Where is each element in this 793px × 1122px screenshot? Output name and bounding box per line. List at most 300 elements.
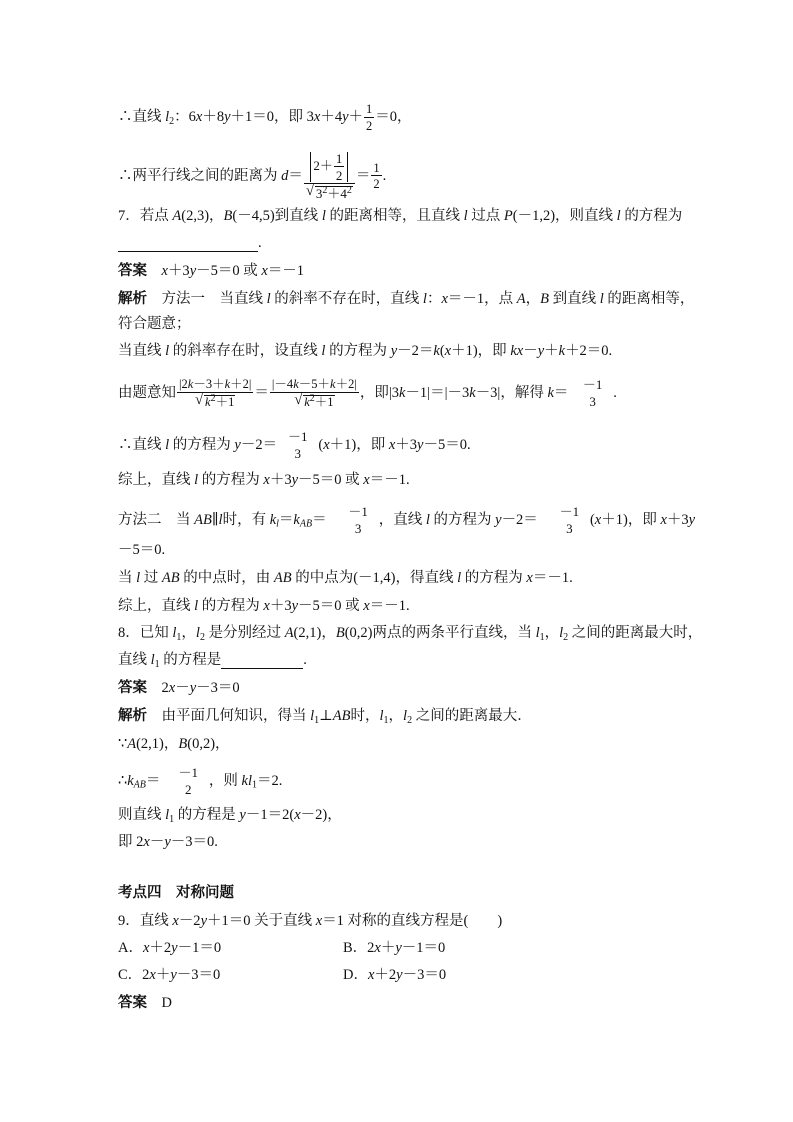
analysis-7-line-7 [118, 505, 695, 535]
text-fragment: 的方程为 [198, 472, 264, 488]
analysis-8-line-5 [118, 833, 218, 851]
text-fragment: 的中点为(－1,4)，得直线 [291, 570, 458, 586]
text-fragment: 8．已知 [118, 625, 173, 641]
text-fragment: ∵ [118, 736, 128, 752]
math-var: kl [241, 773, 252, 789]
option-c [118, 966, 220, 984]
math-var: y [200, 913, 207, 929]
math-var: k [469, 385, 476, 401]
text-fragment: －3＋ [193, 377, 225, 391]
math-var: y [395, 940, 402, 956]
text-fragment: ＝ [553, 385, 569, 401]
math-var: x [516, 343, 524, 359]
option-a [118, 939, 221, 957]
text-fragment: 考点四 对称问题 [118, 885, 234, 901]
fraction [270, 378, 359, 408]
text-fragment [305, 183, 353, 201]
text-fragment: 2 [366, 118, 373, 133]
text-fragment: 的斜率不存在时，直线 [270, 291, 423, 307]
text-fragment: 2 [407, 715, 413, 726]
text-fragment: 3 [315, 186, 323, 201]
math-var: y [234, 437, 241, 453]
text-fragment: C．2 [118, 967, 150, 983]
text-fragment: 3 [589, 394, 596, 409]
math-var: x [526, 570, 533, 586]
math-var: x [363, 598, 370, 614]
math-var: y [390, 343, 398, 359]
math-var: x [315, 913, 323, 929]
text-fragment: |－4 [271, 377, 294, 391]
math-var: l [321, 208, 326, 224]
text-fragment: 的斜率存在时，设直线 [169, 343, 322, 359]
text: ＝ [288, 168, 303, 184]
math-var: l [136, 570, 141, 586]
text-fragment: ＋3 [269, 472, 292, 488]
text-fragment [294, 391, 334, 409]
answer-label: 答案 [118, 680, 147, 696]
section-heading-4 [118, 884, 234, 902]
math-var: k [269, 512, 277, 528]
math-var: l [266, 291, 271, 307]
text-fragment: －3＝0. [170, 834, 218, 850]
fraction [583, 378, 603, 408]
text-fragment: －1＝0 [177, 940, 222, 956]
text-fragment [270, 378, 359, 392]
text-fragment: 过点 [467, 208, 504, 224]
fraction [179, 766, 199, 796]
question-7-blank [118, 234, 262, 252]
text-fragment: (2,1)， [136, 736, 179, 752]
answer-label: 答案 [118, 263, 147, 279]
text-fragment: ＝－1. [532, 570, 573, 586]
fraction [371, 162, 381, 191]
text-fragment: B．2 [343, 940, 375, 956]
analysis-7-line-9 [118, 569, 573, 587]
math-var: AB [299, 518, 313, 530]
analysis-8-line-1 [118, 707, 532, 725]
math-var: y [396, 967, 403, 983]
analysis-label: 解析 [118, 291, 147, 307]
text-fragment: (－4,5)到直线 [232, 208, 322, 224]
text-fragment: － [175, 680, 190, 696]
var: y [342, 108, 349, 125]
math-var: y [417, 437, 424, 453]
math-var: A [172, 208, 182, 224]
question-8 [118, 624, 702, 642]
text-fragment: －5＝0 或 [298, 472, 364, 488]
text-fragment [204, 392, 235, 409]
math-var: k [127, 773, 134, 789]
text-fragment: －2)， [300, 807, 342, 823]
text-fragment: 1 [539, 632, 545, 643]
text-fragment: √ [195, 391, 204, 408]
fraction [348, 505, 368, 535]
text-fragment: －2＝ [501, 512, 538, 528]
text-fragment: D． [343, 967, 368, 983]
text-fragment: －3＝0 [402, 967, 447, 983]
math-var: A [127, 736, 137, 752]
fraction [177, 378, 253, 408]
option-b [343, 939, 445, 957]
math-var: x [594, 512, 602, 528]
math-var: P [503, 208, 513, 224]
text-fragment: ， [544, 625, 560, 641]
math-var: y [239, 807, 246, 823]
text-fragment: ＋3 [395, 437, 418, 453]
math-var: x [149, 967, 156, 983]
text-fragment [288, 430, 308, 443]
math-var: x [168, 680, 176, 696]
math-var: AB [133, 779, 146, 791]
math-var: x [142, 940, 150, 956]
analysis-7-line-5 [118, 430, 471, 460]
math-var: y [291, 598, 299, 614]
math-var: l [165, 807, 170, 823]
math-var: l [165, 343, 170, 359]
text-fragment: 2 [335, 168, 343, 183]
text-fragment: (0,2)， [187, 736, 230, 752]
text-fragment: 的距离相等，且直线 [325, 208, 464, 224]
text-fragment: －3＝0 [176, 967, 221, 983]
text-fragment: －1|＝|－3 [405, 385, 470, 401]
math-var: B [335, 625, 345, 641]
text: ＋4 [320, 108, 343, 125]
math-var: x [161, 263, 168, 279]
text-fragment: (2,3)， [181, 208, 224, 224]
math-var: B [178, 736, 188, 752]
text-fragment: ( [318, 437, 324, 453]
text-fragment: ＋2＝0. [565, 343, 613, 359]
math-var: x [660, 512, 667, 528]
text-fragment: 的方程为 [198, 598, 264, 614]
math-var: y [170, 967, 177, 983]
text-fragment: 1 [191, 765, 199, 780]
text-fragment [134, 779, 146, 790]
analysis-8-line-4 [118, 806, 342, 824]
text-fragment: 之间的距离最大时， [568, 625, 703, 641]
text-fragment: ＋2| [230, 377, 252, 391]
text-fragment: 2 [373, 177, 380, 191]
math-var: k [293, 377, 299, 391]
text-fragment: 则直线 [118, 807, 166, 823]
text-line-1 [118, 103, 412, 132]
text-fragment: 过 [140, 570, 162, 586]
math-var: AB [332, 708, 351, 724]
text-fragment: ＝2. [257, 773, 283, 789]
text-fragment [270, 392, 359, 409]
math-var: x [374, 940, 381, 956]
math-var: x [367, 967, 375, 983]
text-fragment: 的方程是 [174, 807, 240, 823]
text-fragment: ，即|3 [359, 385, 399, 401]
math-var: x [261, 263, 268, 279]
text: ∴直线 [118, 108, 166, 125]
text-fragment: 1 [366, 102, 373, 116]
math-var: k [330, 377, 336, 391]
text-fragment: － [582, 377, 596, 392]
text: ＝0， [375, 108, 412, 125]
text-fragment: ， [181, 625, 196, 641]
text-fragment: －2＝ [397, 343, 434, 359]
math-var: l [172, 625, 177, 641]
text-fragment: ＋2| [335, 377, 357, 391]
text-fragment: ∴ [118, 773, 128, 789]
text: ：6 [174, 108, 196, 125]
text-fragment: ： [426, 291, 442, 307]
text-fragment: － [287, 429, 301, 444]
text-fragment: ， [388, 708, 404, 724]
math-var: x [294, 807, 301, 823]
text-fragment: 综上，直线 [118, 472, 195, 488]
text: . [382, 168, 387, 184]
text-fragment [583, 378, 603, 391]
text-fragment: 3 [354, 521, 362, 536]
math-var: k [510, 343, 517, 359]
text-fragment: √ [305, 183, 315, 199]
analysis-7-line-10 [118, 597, 410, 615]
answer-blank [221, 654, 303, 669]
text-fragment [304, 183, 355, 200]
answer-7 [118, 262, 304, 280]
math-var: l [463, 208, 468, 224]
text-fragment: － [523, 343, 538, 359]
text-fragment: ＝－1 [267, 263, 305, 279]
math-var: A [284, 625, 294, 641]
text-fragment: ∥ [211, 512, 219, 528]
fraction [560, 505, 580, 535]
text-fragment: 的方程为 [325, 343, 391, 359]
math-var: y [537, 343, 545, 359]
text-fragment: ＋1 [215, 394, 235, 409]
math-var: x [172, 913, 179, 929]
text-fragment: . [258, 235, 262, 251]
math-var: l [150, 652, 155, 668]
text-fragment: 的中点时，由 [179, 570, 274, 586]
text-fragment: A． [118, 940, 143, 956]
text-fragment: D [161, 995, 172, 1011]
analysis-8-line-2 [118, 735, 230, 753]
text-fragment: 9．直线 [118, 913, 173, 929]
analysis-8-line-3 [118, 766, 282, 796]
text-fragment: 由题意知 [118, 385, 176, 401]
text-fragment: ＋1 [314, 394, 334, 409]
text-fragment: ＋2 [374, 967, 397, 983]
text-fragment: ＋1)，即 [329, 437, 389, 453]
text-fragment: －1＝0 [401, 940, 446, 956]
answer-label: 答案 [118, 995, 147, 1011]
text-fragment: 1 [252, 779, 257, 791]
math-var: x [441, 291, 448, 307]
text-fragment: ＋3 [167, 263, 190, 279]
text-fragment: 2 [185, 782, 192, 797]
math-var: l [379, 708, 384, 724]
var: d [281, 168, 289, 184]
var: y [224, 108, 231, 125]
math-var: l [403, 708, 408, 724]
text-fragment: ＝ [254, 385, 269, 401]
text: ＝ [355, 168, 371, 184]
math-var: x [263, 598, 270, 614]
fraction [288, 430, 308, 460]
text-fragment: √ [294, 391, 303, 408]
math-var: AB [161, 570, 180, 586]
text-fragment: ＋ [544, 343, 559, 359]
sub: 2 [169, 115, 175, 127]
text-fragment: 1 [335, 151, 343, 166]
text-fragment: 直线 [118, 652, 151, 668]
distance-fraction [304, 152, 355, 200]
analysis-7-line-8 [118, 541, 165, 559]
text-fragment [300, 518, 312, 529]
text-fragment [195, 391, 235, 409]
math-var: l [425, 512, 430, 528]
text-fragment: ∴直线 [118, 437, 166, 453]
var: l [165, 108, 170, 125]
text-fragment: ＝ [278, 512, 294, 528]
text-fragment: 2 [322, 185, 328, 196]
text-fragment: . [613, 385, 617, 401]
text-fragment: ( [439, 343, 445, 359]
text-fragment: 方法二 当 [118, 512, 195, 528]
math-var: l [457, 570, 462, 586]
text-fragment: ＋2 [149, 940, 172, 956]
math-var: x [363, 472, 370, 488]
math-var: y [189, 680, 197, 696]
math-var: l [559, 625, 564, 641]
text-fragment: ，则 [208, 773, 242, 789]
text-fragment [348, 505, 368, 518]
text-fragment [304, 152, 355, 183]
text-fragment [560, 505, 580, 518]
text-fragment: ＝1 对称的直线方程是( ) [322, 913, 503, 929]
text-fragment: |2 [179, 377, 188, 391]
answer-8 [118, 679, 240, 697]
question-9 [118, 912, 502, 930]
text-fragment: 的方程为 [620, 208, 683, 224]
text-fragment: ＋3 [269, 598, 292, 614]
text-fragment: 综上，直线 [118, 598, 195, 614]
text-fragment: 的方程是 [159, 652, 222, 668]
math-var: y [189, 263, 197, 279]
text-fragment: 1 [361, 504, 368, 519]
text-fragment: (－1,2)，则直线 [512, 208, 617, 224]
math-var: l [218, 512, 223, 528]
math-var: l [321, 343, 326, 359]
text-fragment: －2 [178, 913, 201, 929]
text-fragment: －5＋ [298, 377, 331, 391]
text-fragment: 到直线 [548, 291, 600, 307]
text-fragment: 2 [563, 632, 569, 643]
analysis-7-line-6 [118, 471, 410, 489]
text-fragment: 2 [210, 392, 216, 404]
text-fragment: ＋ [380, 940, 396, 956]
text-fragment: ＋3 [666, 512, 689, 528]
text-fragment: －5＝0 或 [196, 263, 262, 279]
math-var: l [599, 291, 604, 307]
text-fragment: ⊥ [319, 708, 333, 724]
text-fragment: － [178, 765, 192, 780]
math-var: y [688, 512, 696, 528]
text-fragment: 2 [199, 632, 205, 643]
text-fragment: 的方程为 [461, 570, 527, 586]
text-fragment: 3 [294, 446, 301, 461]
analysis-7-line-1 [118, 290, 694, 308]
math-var: x [263, 472, 270, 488]
text-fragment: ＝－1. [369, 598, 410, 614]
text-fragment: 方法一 当直线 [161, 291, 267, 307]
text-fragment: 当直线 [118, 343, 166, 359]
math-var: x [323, 437, 330, 453]
math-var: B [540, 291, 549, 307]
text-fragment [303, 392, 334, 409]
math-var: l [195, 625, 200, 641]
fraction [364, 103, 374, 132]
math-var: B [223, 208, 233, 224]
math-var: k [433, 343, 440, 359]
text-fragment: 1 [383, 715, 389, 726]
text-fragment: －5＝0 或 [298, 598, 364, 614]
text-fragment: － [559, 504, 573, 519]
text-fragment: ＋1＝0 关于直线 [207, 913, 316, 929]
math-var: y [164, 834, 171, 850]
text-fragment: －5＝0. [118, 542, 166, 558]
math-var: l [194, 472, 199, 488]
text-fragment: 1 [373, 160, 380, 175]
math-var: l [276, 518, 279, 530]
text-fragment: －3|，解得 [475, 385, 548, 401]
text-fragment: 是分别经过 [204, 625, 285, 641]
math-var: k [558, 343, 566, 359]
text-fragment: 即 2 [118, 834, 144, 850]
text-fragment: 1 [300, 429, 308, 444]
math-var: k [224, 377, 231, 391]
text-fragment: 3 [566, 521, 573, 536]
text-fragment: ＝ [145, 773, 161, 789]
answer-blank [118, 237, 258, 252]
text-fragment: 1 [176, 632, 182, 643]
text-fragment: － [149, 834, 165, 850]
text-fragment: (2,1)， [293, 625, 336, 641]
text-fragment: 时，有 [222, 512, 270, 528]
option-d [343, 966, 446, 984]
text: ＋1＝0，即 3 [230, 108, 314, 125]
math-var: l [194, 598, 199, 614]
text-fragment: －3＝0 [196, 680, 240, 696]
text-fragment: ＋ [155, 967, 171, 983]
text-line-2 [118, 152, 386, 200]
text-fragment: 1 [314, 715, 320, 726]
text-fragment: ＝－1，点 [447, 291, 517, 307]
text-fragment: 的方程为 [169, 437, 235, 453]
question-8-line-2 [118, 651, 307, 669]
text-fragment: ，直线 [378, 512, 426, 528]
text: ＋8 [202, 108, 225, 125]
math-var: k [205, 394, 211, 409]
math-var: l [422, 291, 427, 307]
text-fragment: 1 [572, 504, 580, 519]
math-var: l [165, 437, 170, 453]
text-fragment: ， [525, 291, 541, 307]
math-var: k [304, 394, 310, 409]
text-fragment: ＋1)，即 [601, 512, 661, 528]
analysis-7-line-3 [118, 342, 612, 360]
text-fragment [315, 186, 353, 200]
analysis-7-line-4 [118, 378, 617, 408]
text-fragment [177, 392, 253, 409]
math-var: x [444, 343, 452, 359]
math-var: k [547, 385, 554, 401]
text-fragment: 的距离相等， [603, 291, 695, 307]
